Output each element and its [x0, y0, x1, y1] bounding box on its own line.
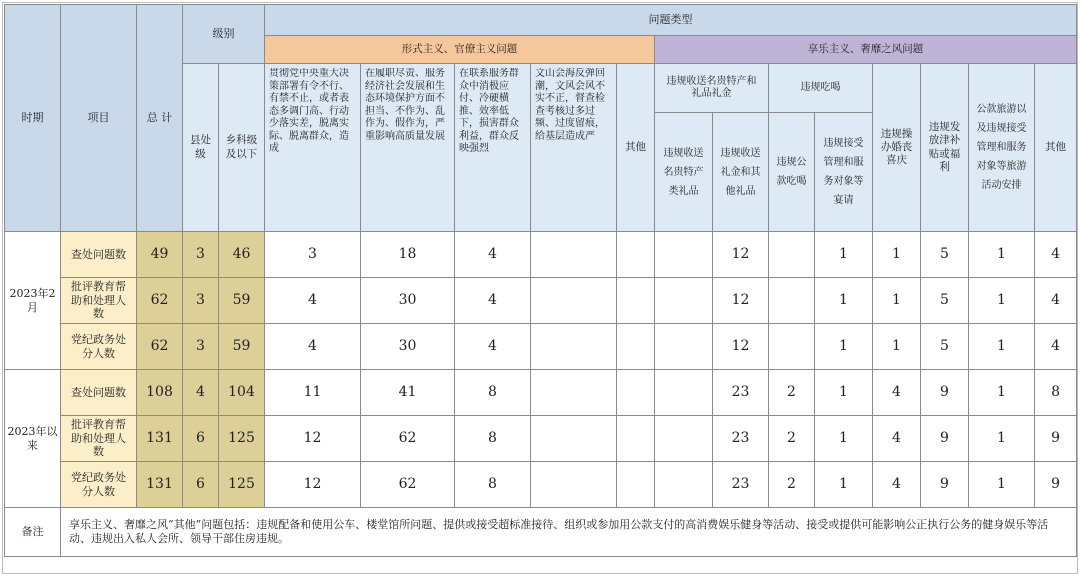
- value-cell: [769, 232, 815, 278]
- value-cell: 12: [265, 416, 361, 462]
- value-cell: 5: [921, 232, 969, 278]
- value-cell: 4: [455, 324, 531, 370]
- value-cell: 1: [873, 232, 921, 278]
- value-cell: 4: [873, 370, 921, 416]
- header-formalism-desc-3: 在联系服务群众中消极应付、冷硬横推、效率低下，损害群众利益，群众反映强烈: [455, 64, 531, 232]
- value-cell: 1: [969, 232, 1035, 278]
- county-cell: 3: [183, 278, 219, 324]
- county-cell: 6: [183, 462, 219, 508]
- value-cell: 9: [921, 462, 969, 508]
- header-formalism-desc-2: 在履职尽责、服务经济社会发展和生态环境保护方面不担当、不作为、乱作为、假作为，严重影响高质量发展: [361, 64, 455, 232]
- total-cell: 62: [137, 324, 183, 370]
- value-cell: 1: [815, 232, 873, 278]
- value-cell: [769, 278, 815, 324]
- value-cell: [617, 232, 655, 278]
- value-cell: 1: [815, 324, 873, 370]
- value-cell: 1: [873, 278, 921, 324]
- value-cell: 1: [815, 370, 873, 416]
- item-cell: 查处问题数: [61, 370, 137, 416]
- value-cell: 4: [1035, 278, 1077, 324]
- note-label: 备注: [5, 508, 61, 557]
- header-formalism-desc-4: 文山会海反弹回潮，文风会风不实不正，督查检查考核过多过频、过度留痕，给基层造成严: [531, 64, 617, 232]
- header-allowance: 违规发放津补贴或福利: [921, 64, 969, 232]
- value-cell: 4: [455, 232, 531, 278]
- county-cell: 3: [183, 324, 219, 370]
- value-cell: 3: [265, 232, 361, 278]
- value-cell: 12: [713, 324, 769, 370]
- value-cell: 4: [265, 278, 361, 324]
- statistics-table: [4, 4, 1077, 557]
- table-row: [5, 462, 1077, 508]
- value-cell: 8: [1035, 370, 1077, 416]
- value-cell: 1: [873, 324, 921, 370]
- total-cell: 108: [137, 370, 183, 416]
- value-cell: 9: [921, 370, 969, 416]
- value-cell: 1: [969, 416, 1035, 462]
- header-banquet-group: 违规吃喝: [769, 64, 873, 113]
- township-cell: 125: [219, 416, 265, 462]
- value-cell: 9: [921, 416, 969, 462]
- value-cell: 41: [361, 370, 455, 416]
- value-cell: 4: [265, 324, 361, 370]
- header-gift-money: 违规收送礼金和其他礼品: [713, 113, 769, 232]
- value-cell: 4: [455, 278, 531, 324]
- value-cell: 11: [265, 370, 361, 416]
- value-cell: 4: [1035, 324, 1077, 370]
- period-cell: 2023年2月: [5, 232, 61, 370]
- header-level: 级别: [183, 5, 265, 64]
- value-cell: [655, 462, 713, 508]
- table-row: [5, 416, 1077, 462]
- header-banquet-accept: 违规接受管理和服务对象等宴请: [815, 113, 873, 232]
- item-cell: 党纪政务处分人数: [61, 462, 137, 508]
- header-formalism: 形式主义、官僚主义问题: [265, 36, 655, 64]
- header-banquet-public: 违规公款吃喝: [769, 113, 815, 232]
- value-cell: [655, 278, 713, 324]
- township-cell: 59: [219, 278, 265, 324]
- header-county-level: 县处级: [183, 64, 219, 232]
- table-row: [5, 370, 1077, 416]
- value-cell: [617, 370, 655, 416]
- township-cell: 125: [219, 462, 265, 508]
- header-item: 项目: [61, 5, 137, 232]
- header-formalism-other: 其他: [617, 64, 655, 232]
- header-total: 总 计: [137, 5, 183, 232]
- header-travel: 公款旅游以及违规接受管理和服务对象等旅游活动安排: [969, 64, 1035, 232]
- value-cell: 1: [815, 416, 873, 462]
- value-cell: 8: [455, 370, 531, 416]
- value-cell: 1: [969, 278, 1035, 324]
- value-cell: 62: [361, 462, 455, 508]
- value-cell: [655, 416, 713, 462]
- township-cell: 59: [219, 324, 265, 370]
- value-cell: 8: [455, 462, 531, 508]
- header-hedonism-other: 其他: [1035, 64, 1077, 232]
- value-cell: [531, 232, 617, 278]
- value-cell: 5: [921, 324, 969, 370]
- county-cell: 6: [183, 416, 219, 462]
- value-cell: 9: [1035, 416, 1077, 462]
- table-row: [5, 324, 1077, 370]
- header-weddings: 违规操办婚丧喜庆: [873, 64, 921, 232]
- total-cell: 49: [137, 232, 183, 278]
- value-cell: 23: [713, 462, 769, 508]
- item-cell: 查处问题数: [61, 232, 137, 278]
- value-cell: [655, 370, 713, 416]
- value-cell: 18: [361, 232, 455, 278]
- value-cell: 12: [713, 232, 769, 278]
- township-cell: 46: [219, 232, 265, 278]
- value-cell: 1: [815, 278, 873, 324]
- value-cell: 4: [873, 462, 921, 508]
- header-period: 时期: [5, 5, 61, 232]
- value-cell: [655, 232, 713, 278]
- value-cell: 12: [265, 462, 361, 508]
- county-cell: 4: [183, 370, 219, 416]
- value-cell: 30: [361, 324, 455, 370]
- item-cell: 批评教育帮助和处理人数: [61, 416, 137, 462]
- value-cell: 2: [769, 416, 815, 462]
- value-cell: 2: [769, 370, 815, 416]
- total-cell: 131: [137, 462, 183, 508]
- header-formalism-desc-1: 贯彻党中央重大决策部署有令不行、有禁不止，或者表态多调门高、行动少落实差，脱离实际、脱离群众，造成: [265, 64, 361, 232]
- value-cell: 1: [815, 462, 873, 508]
- header-hedonism: 享乐主义、奢靡之风问题: [655, 36, 1077, 64]
- value-cell: [655, 324, 713, 370]
- header-gift-group: 违规收送名贵特产和礼品礼金: [655, 64, 769, 113]
- header-problem-type: 问题类型: [265, 5, 1077, 36]
- item-cell: 批评教育帮助和处理人数: [61, 278, 137, 324]
- value-cell: [531, 416, 617, 462]
- table-row: [5, 278, 1077, 324]
- value-cell: 1: [969, 462, 1035, 508]
- value-cell: 30: [361, 278, 455, 324]
- value-cell: 4: [873, 416, 921, 462]
- value-cell: 4: [1035, 232, 1077, 278]
- total-cell: 62: [137, 278, 183, 324]
- value-cell: 8: [455, 416, 531, 462]
- header-gift-special: 违规收送名贵特产类礼品: [655, 113, 713, 232]
- total-cell: 131: [137, 416, 183, 462]
- value-cell: 23: [713, 370, 769, 416]
- value-cell: 1: [969, 324, 1035, 370]
- value-cell: [531, 324, 617, 370]
- value-cell: 9: [1035, 462, 1077, 508]
- township-cell: 104: [219, 370, 265, 416]
- value-cell: 62: [361, 416, 455, 462]
- header-township-level: 乡科级及以下: [219, 64, 265, 232]
- value-cell: [617, 278, 655, 324]
- county-cell: 3: [183, 232, 219, 278]
- item-cell: 党纪政务处分人数: [61, 324, 137, 370]
- value-cell: 2: [769, 462, 815, 508]
- value-cell: [769, 324, 815, 370]
- value-cell: [617, 462, 655, 508]
- value-cell: [531, 278, 617, 324]
- value-cell: 1: [969, 370, 1035, 416]
- note-text: 享乐主义、奢靡之风“其他”问题包括：违规配备和使用公车、楼堂馆所问题、提供或接受超标准接待、组织或参加用公款支付的高消费娱乐健身等活动、接受或提供可能影响公正执行公务的健身娱乐等活动、违规出入私人会所、领导干部住房违规。: [61, 508, 1077, 557]
- value-cell: 12: [713, 278, 769, 324]
- value-cell: [531, 370, 617, 416]
- value-cell: [617, 416, 655, 462]
- period-cell: 2023年以来: [5, 370, 61, 508]
- value-cell: 23: [713, 416, 769, 462]
- value-cell: [617, 324, 655, 370]
- table-row: [5, 232, 1077, 278]
- value-cell: 5: [921, 278, 969, 324]
- value-cell: [531, 462, 617, 508]
